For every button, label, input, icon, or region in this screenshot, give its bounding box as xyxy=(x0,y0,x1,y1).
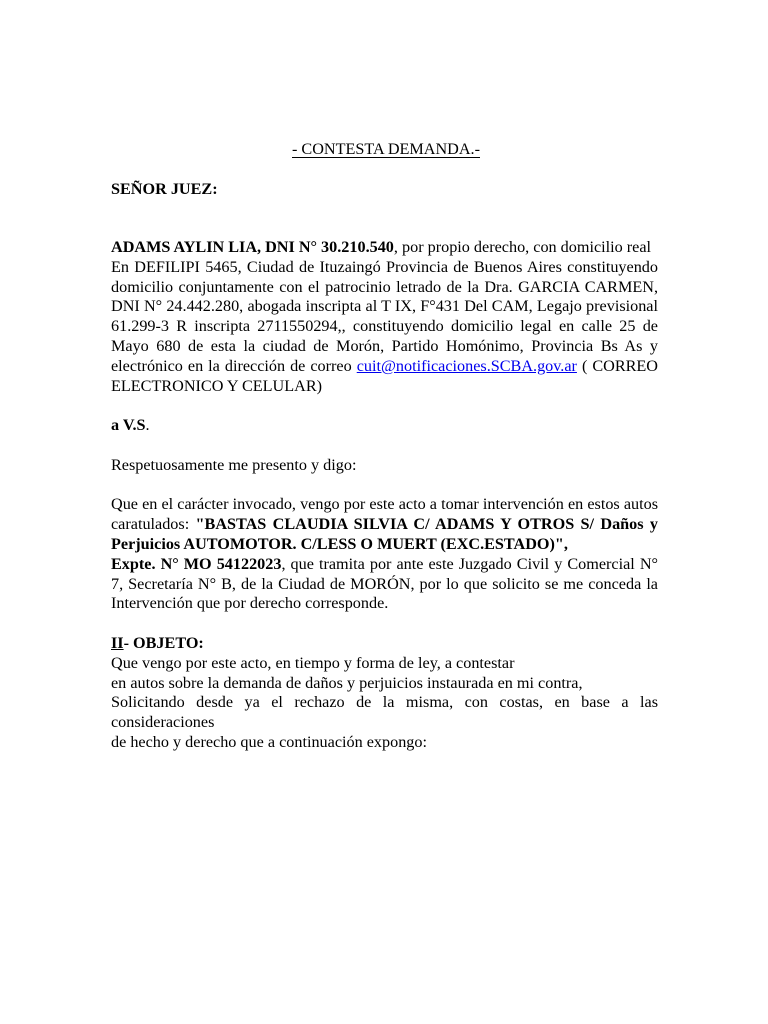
document-body xyxy=(111,238,658,753)
addressee: a V.S. xyxy=(111,416,150,435)
party-name: ADAMS AYLIN LIA, DNI N° 30.210.540 xyxy=(111,238,394,256)
salutation: SEÑOR JUEZ: xyxy=(111,180,218,198)
case-number: Expte. N° MO 54122023 xyxy=(111,554,282,573)
document-title: - CONTESTA DEMANDA.- xyxy=(292,140,480,158)
paragraph-identity: ADAMS AYLIN LIA, DNI N° 30.210.540, por propio derecho, con domicilio real En DEFILIPI 5465, Ciudad de Ituzaingó Provincia de Buenos Aires constituyendo domicilio conjuntamente con el patrocinio letrado de la Dra. GARCIA CARMEN, DNI N° 24.442.280, abogada inscripta al T IX, F°431 Del CAM, Legajo previsional 61.299-3 R inscripta 2711550294,, constituyendo domicilio legal en calle 25 de Mayo 680 de esta la ciudad de Morón, Partido Homónimo, Provincia Bs As y electrónico en la dirección de correo cuit@notificaciones.SCBA.gov.ar ( CORREO ELECTRONICO Y CELULAR) xyxy=(111,238,658,395)
objeto-line: Solicitando desde ya el rechazo de la misma, con costas, en base a las consideraciones xyxy=(111,693,658,732)
objeto-line: en autos sobre la demanda de daños y perjuicios instaurada en mi contra, xyxy=(111,673,583,692)
section-heading-objeto: II- OBJETO: xyxy=(111,633,204,652)
case-caption: "BASTAS CLAUDIA SILVIA C/ ADAMS Y OTROS S/ Daños y Perjuicios AUTOMOTOR. C/LESS O MUERT (EXC.ESTADO)", xyxy=(111,515,658,553)
paragraph-intro: Respetuosamente me presento y digo: xyxy=(111,455,357,474)
objeto-line: de hecho y derecho que a continuación expongo: xyxy=(111,732,427,751)
email-link[interactable]: cuit@notificaciones.SCBA.gov.ar xyxy=(356,356,577,375)
objeto-line: Que vengo por este acto, en tiempo y forma de ley, a contestar xyxy=(111,653,515,672)
paragraph-intervention: Que en el carácter invocado, vengo por este acto a tomar intervención en estos autos caratulados: "BASTAS CLAUDIA SILVIA C/ ADAMS Y OTROS S/ Daños y Perjuicios AUTOMOTOR. C/LESS O MUERT (EXC.ESTADO)", Expte. N° MO 54122023, que tramita por ante este Juzgado Civil y Comercial N° 7, Secretaría N° B, de la Ciudad de MORÓN, por lo que solicito se me conceda la Intervención que por derecho corresponde. xyxy=(111,495,658,613)
